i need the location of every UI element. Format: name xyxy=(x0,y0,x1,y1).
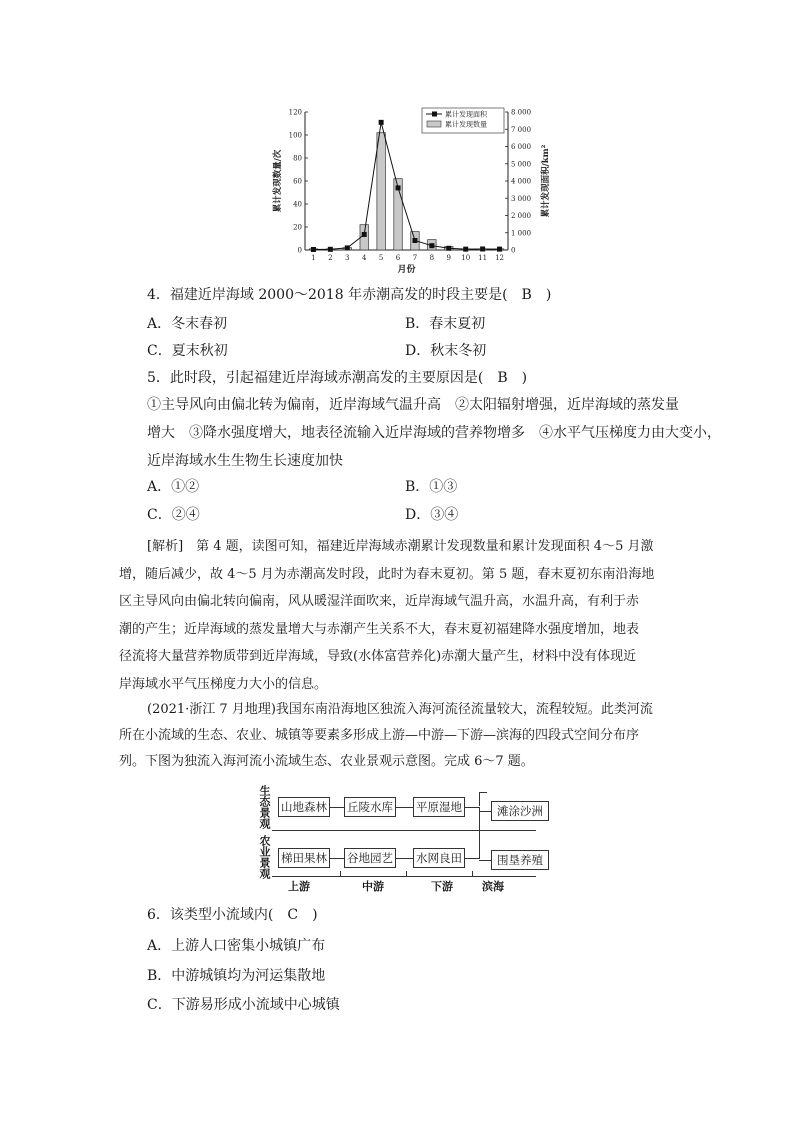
y-axis-label-right: 累计发现面积/km² xyxy=(541,144,551,218)
zone-axis xyxy=(272,876,536,877)
row-divider xyxy=(272,830,536,831)
y-tick-label-right: 7 000 xyxy=(511,125,532,134)
zone-midstream: 中游 xyxy=(362,880,384,893)
analysis-line: 区主导风向由偏北转向偏南，风从暖湿洋面吹来，近岸海域气温升高，水温升高，有利于赤 xyxy=(119,594,640,609)
material-line: 列。下图为独流入海河流小流域生态、农业景观示意图。完成 6～7 题。 xyxy=(119,754,534,769)
connector xyxy=(479,811,491,812)
y-tick-label-left: 20 xyxy=(293,223,302,232)
q5-option-d[interactable]: D．③④ xyxy=(405,507,459,523)
line-point xyxy=(480,246,485,251)
y-tick-label-left: 60 xyxy=(293,177,302,186)
eco-box-plain-wetland: 平原湿地 xyxy=(413,797,465,817)
zone-tick xyxy=(406,871,407,877)
legend-label-count: 累计发现数量 xyxy=(445,120,487,129)
connector xyxy=(330,807,344,808)
zone-tick xyxy=(340,871,341,877)
material-line: 所在小流域的生态、农业、城镇等要素多形成上游—中游—下游—滨海的四段式空间分布序 xyxy=(119,728,640,743)
q5-statement-line: 近岸海域水生生物生长速度加快 xyxy=(147,453,343,469)
line-point xyxy=(345,245,350,250)
eco-box-tidal-flat: 滩涂沙洲 xyxy=(491,801,549,821)
line-point xyxy=(362,232,367,237)
connector xyxy=(465,858,479,859)
analysis-block xyxy=(119,533,655,698)
x-tick-label: 12 xyxy=(495,254,505,262)
q5-option-c[interactable]: C．②④ xyxy=(147,507,200,523)
zone-upstream: 上游 xyxy=(288,880,310,893)
line-point xyxy=(311,247,316,252)
q5-option-a[interactable]: A．①② xyxy=(147,479,200,495)
material-line: (2021·浙江 7 月地理)我国东南沿海地区独流入海河流径流量较大，流程较短。此类河流 xyxy=(147,702,653,717)
x-tick-label: 2 xyxy=(328,254,333,262)
y-tick-label-right: 0 xyxy=(511,246,516,255)
line-point xyxy=(429,243,434,248)
q4-option-a[interactable]: A．冬末春初 xyxy=(147,316,228,332)
line-point xyxy=(328,247,333,252)
legend-bar-swatch xyxy=(427,121,441,127)
q4-option-b[interactable]: B．春末夏初 xyxy=(405,316,486,332)
x-tick-label: 10 xyxy=(461,254,471,262)
chart-legend xyxy=(422,108,504,133)
agri-box-terrace-orchard: 梯田果林 xyxy=(278,848,330,868)
analysis-line: 岸海域水平气压梯度力大小的信息。 xyxy=(119,676,328,692)
connector xyxy=(330,858,344,859)
connector xyxy=(396,858,413,859)
q6-stem: 6．该类型小流域内( C ) xyxy=(147,907,318,923)
x-tick-label: 3 xyxy=(345,254,350,262)
agri-box-paddy-field: 水网良田 xyxy=(413,848,465,868)
y-tick-label-right: 4 000 xyxy=(511,177,532,186)
x-tick-label: 5 xyxy=(378,254,384,262)
area-line xyxy=(313,122,499,249)
agri-box-valley-horticulture: 谷地园艺 xyxy=(344,848,396,868)
y-tick-label-right: 8 000 xyxy=(511,108,532,117)
x-tick-label: 8 xyxy=(429,254,435,262)
x-axis-label: 月份 xyxy=(397,265,416,275)
y-tick-label-right: 5 000 xyxy=(511,160,532,169)
y-tick-label-left: 80 xyxy=(293,154,302,163)
connector xyxy=(479,792,480,806)
q5-stem: 5．此时段，引起福建近岸海域赤潮高发的主要原因是( B ) xyxy=(147,370,528,386)
connector xyxy=(396,807,413,808)
red-tide-chart xyxy=(260,100,560,275)
line-point xyxy=(446,246,451,251)
line-point xyxy=(379,120,384,125)
row-label-eco: 生态景观 xyxy=(258,785,271,829)
analysis-line: 潮的产生；近岸海域的蒸发量增大与赤潮产生关系不大，春末夏初福建降水强度增加，地表 xyxy=(119,621,640,637)
line-point xyxy=(412,238,417,243)
q4-option-d[interactable]: D．秋末冬初 xyxy=(405,343,487,359)
legend-label-area: 累计发现面积 xyxy=(445,110,487,119)
q5-statement-line: 增大 ③降水强度增大，地表径流输入近岸海域的营养物增多 ④水平气压梯度力由大变小， xyxy=(147,425,721,441)
y-tick-label-left: 100 xyxy=(288,131,302,140)
q6-option-c[interactable]: C．下游易形成小流域中心城镇 xyxy=(147,997,340,1013)
chart-line-series xyxy=(311,120,502,252)
q6-option-b[interactable]: B．中游城镇均为河运集散地 xyxy=(147,968,326,984)
connector xyxy=(479,860,491,861)
q4-stem: 4．福建近岸海域 2000～2018 年赤潮高发的时段主要是( B ) xyxy=(147,287,552,303)
q6-option-a[interactable]: A．上游人口密集小城镇广布 xyxy=(147,938,326,954)
x-tick-label: 7 xyxy=(412,254,418,262)
analysis-line: [解析] 第 4 题，读图可知，福建近岸海域赤潮累计发现数量和累计发现面积 4～5 月激 xyxy=(147,539,654,554)
x-tick-label: 11 xyxy=(478,254,488,262)
agri-box-reclamation-aquaculture: 围垦养殖 xyxy=(491,850,549,870)
analysis-line: 径流将大量营养物质带到近岸海域，导致(水体富营养化)赤潮大量产生，材料中没有体现近 xyxy=(119,649,637,664)
analysis-line: 增，随后减少，故 4～5 月为赤潮高发时段，此时为春末夏初。第 5 题，春末夏初东南沿海地 xyxy=(119,566,655,582)
connector xyxy=(465,807,479,808)
line-point xyxy=(463,247,468,252)
q4-option-c[interactable]: C．夏末秋初 xyxy=(147,343,228,359)
x-tick-label: 6 xyxy=(395,254,401,262)
y-tick-label-right: 1 000 xyxy=(511,229,532,238)
x-tick-label: 4 xyxy=(361,254,367,262)
q5-statement-line: ①主导风向由偏北转为偏南，近岸海域气温升高 ②太阳辐射增强，近岸海域的蒸发量 xyxy=(147,397,679,413)
y-tick-label-right: 3 000 xyxy=(511,194,532,203)
legend-marker-swatch xyxy=(432,112,437,117)
x-tick-label: 9 xyxy=(446,254,452,262)
y-tick-label-left: 0 xyxy=(297,246,302,255)
y-tick-label-right: 6 000 xyxy=(511,143,532,151)
eco-box-mountain-forest: 山地森林 xyxy=(278,797,330,817)
connector xyxy=(479,807,480,859)
y-tick-label-left: 120 xyxy=(288,108,302,117)
y-tick-label-left: 40 xyxy=(293,200,302,209)
zone-coastal: 滨海 xyxy=(482,880,504,893)
material-block xyxy=(119,697,653,775)
y-axis-label-left: 累计发现数量/次 xyxy=(273,149,283,213)
line-point xyxy=(396,185,401,190)
row-label-agri: 农业景观 xyxy=(258,835,271,879)
chart-bars xyxy=(309,133,504,250)
bar xyxy=(377,133,385,250)
landscape-diagram xyxy=(258,783,543,893)
line-point xyxy=(497,247,502,252)
zone-tick xyxy=(472,871,473,877)
x-tick-label: 1 xyxy=(311,254,316,262)
y-tick-label-right: 2 000 xyxy=(511,212,532,220)
connector xyxy=(479,792,487,793)
q5-option-b[interactable]: B．①③ xyxy=(405,479,458,495)
zone-downstream: 下游 xyxy=(431,880,453,893)
eco-box-hill-reservoir: 丘陵水库 xyxy=(344,797,396,817)
